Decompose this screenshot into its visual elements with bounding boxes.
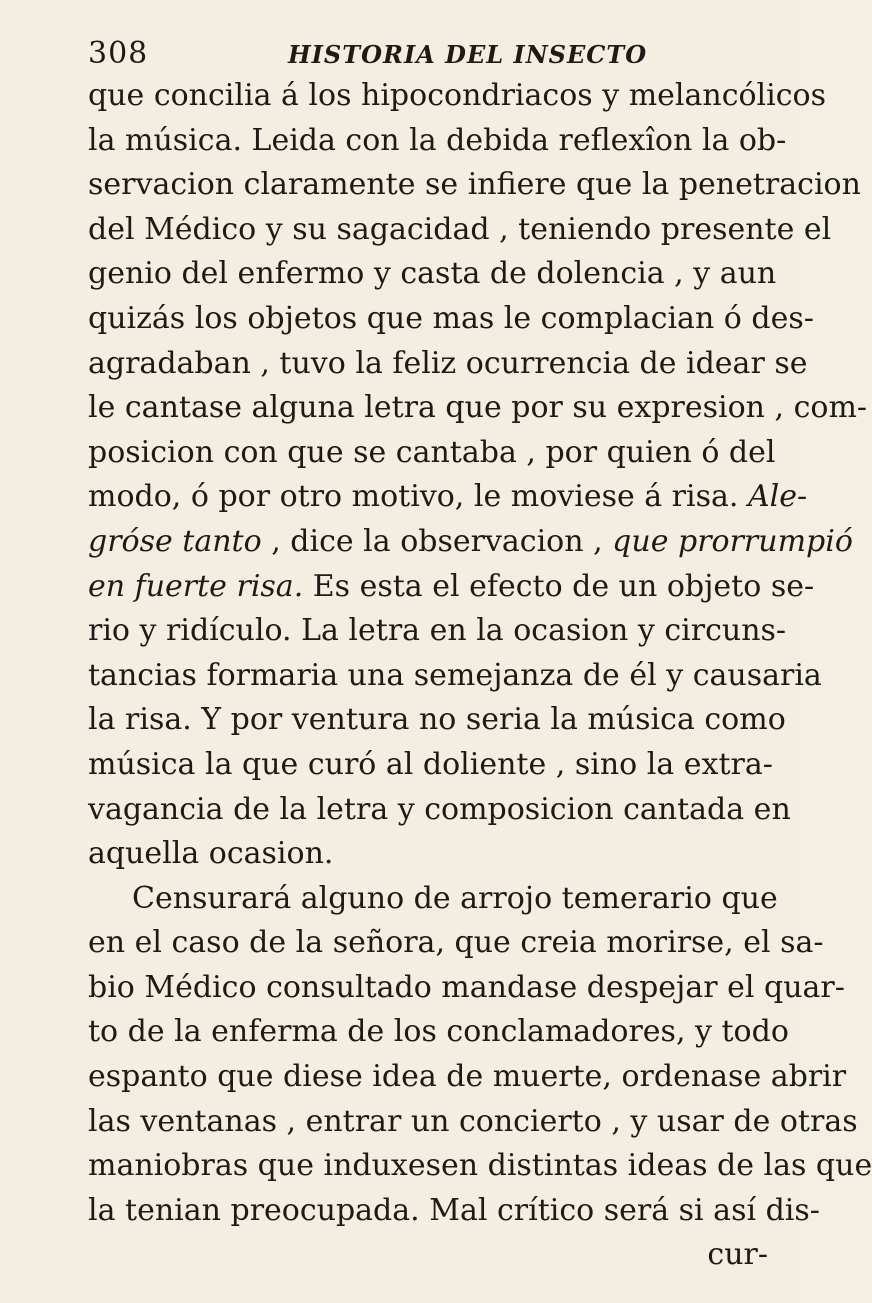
catchword <box>88 1233 768 1278</box>
page-header <box>88 36 740 76</box>
text-line <box>88 163 861 208</box>
text-line <box>88 74 827 119</box>
text-segment: modo, ó por otro motivo, le moviese á risa. <box>88 479 748 515</box>
text-line <box>88 297 814 342</box>
text-segment: espanto que diese idea de muerte, ordenase abrir <box>88 1059 847 1095</box>
text-line <box>88 208 832 253</box>
text-segment: cur- <box>707 1237 768 1273</box>
text-line <box>88 565 815 610</box>
text-line <box>88 431 776 476</box>
text-line <box>88 520 853 565</box>
text-segment: to de la enferma de los conclamadores, y todo <box>88 1014 789 1050</box>
text-line <box>88 1055 847 1100</box>
italic-text: que prorrumpió <box>612 523 853 559</box>
running-head: HISTORIA DEL INSECTO <box>288 40 648 69</box>
text-segment: en el caso de la señora, que creia morirse, el sa- <box>88 925 824 961</box>
text-segment: le cantase alguna letra que por su expresion , com- <box>88 390 868 426</box>
text-line <box>88 966 845 1011</box>
text-line <box>88 1010 789 1055</box>
text-line <box>88 119 787 164</box>
text-line <box>88 698 786 743</box>
text-line <box>88 743 773 788</box>
text-line <box>88 609 787 654</box>
text-line <box>88 342 808 387</box>
italic-text: gróse tanto <box>88 523 262 559</box>
text-segment: del Médico y su sagacidad , teniendo presente el <box>88 211 832 247</box>
text-segment: bio Médico consultado mandase despejar el quar- <box>88 969 845 1005</box>
text-segment: quizás los objetos que mas le complacian ó des- <box>88 300 814 336</box>
text-segment: aquella ocasion. <box>88 836 334 872</box>
text-segment: que concilia á los hipocondriacos y melancólicos <box>88 78 827 113</box>
text-line <box>88 1100 858 1145</box>
text-line <box>88 877 778 922</box>
text-segment: tancias formaria una semejanza de él y causaria <box>88 657 822 693</box>
text-segment: , dice la observacion , <box>261 523 613 559</box>
text-line <box>88 654 822 699</box>
text-segment: las ventanas , entrar un concierto , y usar de otras <box>88 1103 858 1139</box>
body-text <box>88 74 872 1278</box>
italic-text: Ale- <box>747 479 808 515</box>
text-segment: Es esta el efecto de un objeto se- <box>303 568 815 604</box>
text-segment: servacion claramente se infiere que la penetracion <box>88 167 861 203</box>
text-line <box>88 475 808 520</box>
text-segment: maniobras que induxesen distintas ideas de las que <box>88 1148 872 1184</box>
text-segment: la tenian preocupada. Mal crítico será si así dis- <box>88 1192 820 1228</box>
text-segment: la risa. Y por ventura no seria la música como <box>88 702 786 738</box>
text-line <box>88 921 824 966</box>
text-segment: Censurará alguno de arrojo temerario que <box>132 880 778 916</box>
text-line <box>88 252 777 297</box>
text-line <box>88 1144 872 1189</box>
page-number: 308 <box>88 36 149 71</box>
text-line <box>88 386 868 431</box>
text-segment: rio y ridículo. La letra en la ocasion y circuns- <box>88 613 787 649</box>
text-line <box>88 832 768 877</box>
text-segment: posicion con que se cantaba , por quien ó del <box>88 434 776 470</box>
text-segment: la música. Leida con la debida reflexîon la ob- <box>88 122 787 158</box>
text-segment: vagancia de la letra y composicion cantada en <box>88 791 791 827</box>
text-segment: agradaban , tuvo la feliz ocurrencia de idear se <box>88 345 808 381</box>
text-line <box>88 788 791 833</box>
text-line <box>88 1189 820 1234</box>
text-segment: música la que curó al doliente , sino la extra- <box>88 746 773 782</box>
italic-text: en fuerte risa. <box>88 568 304 604</box>
text-segment: genio del enfermo y casta de dolencia , y aun <box>88 256 777 292</box>
